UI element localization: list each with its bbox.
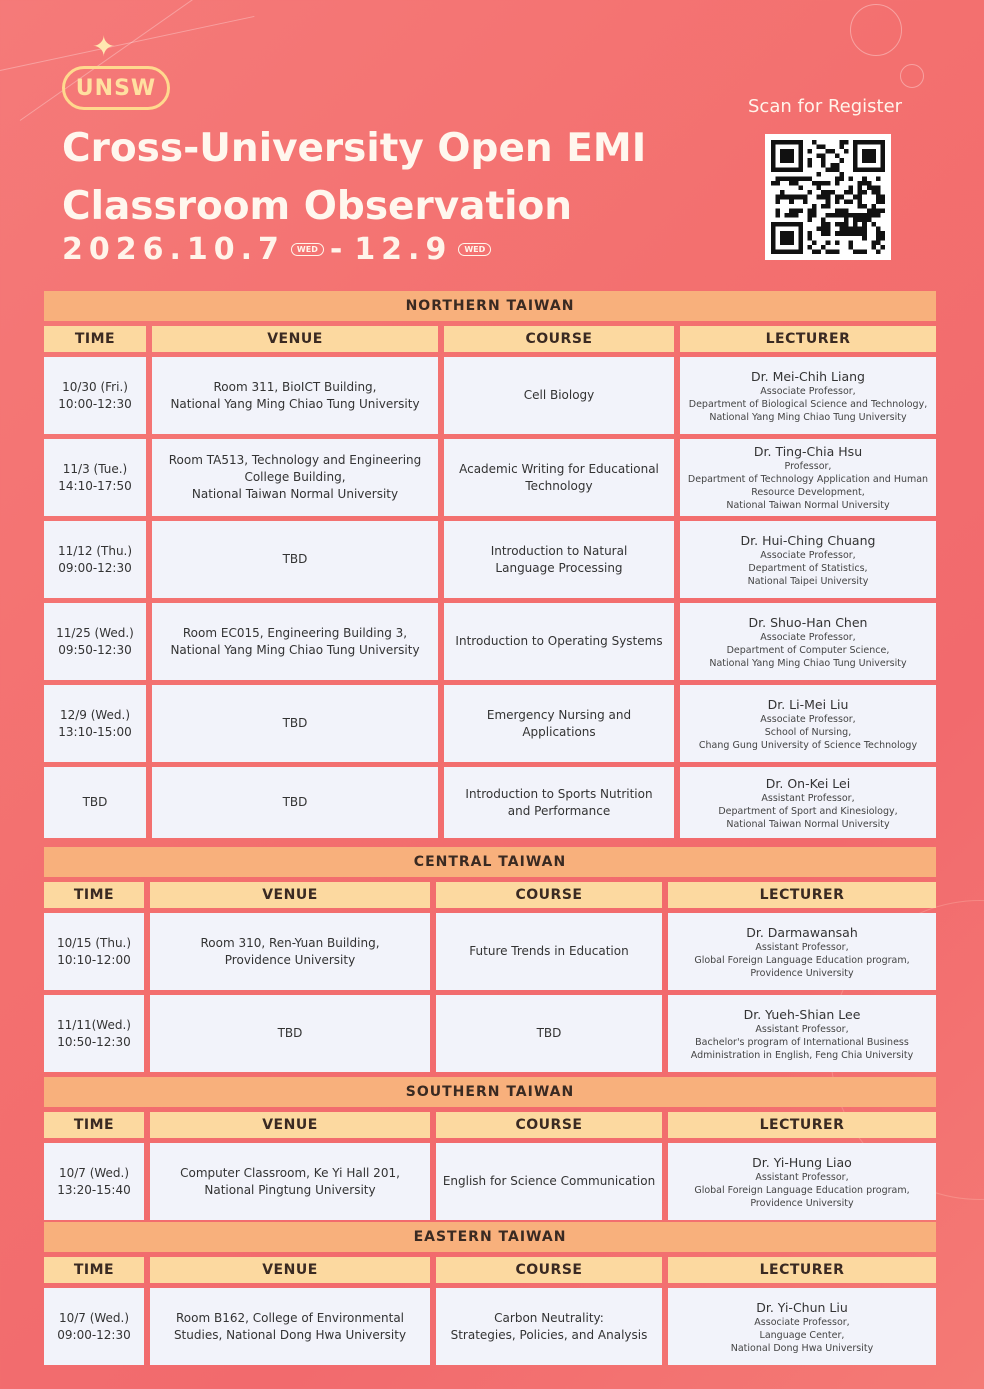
time-range: 13:20-15:40 [57,1182,131,1197]
lecturer-cell [680,685,936,762]
section-title: CENTRAL TAIWAN [44,847,936,877]
time-date: 10/7 (Wed.) [58,1310,130,1325]
time-cell [44,913,144,990]
lecturer-title: Associate Professor, Department of Statistics, National Taipei University [747,549,869,587]
course-cell: Introduction to Natural Language Processing [444,521,674,598]
table-row [44,995,936,1072]
course-cell: Introduction to Operating Systems [444,603,674,680]
time-range: 10:10-12:00 [57,952,131,967]
lecturer-name: Dr. Li-Mei Liu [767,696,849,712]
column-header-course: COURSE [436,1112,662,1138]
date-end: 12.9 [354,232,453,267]
time-date: 11/3 (Tue.) [62,461,128,476]
course-cell: Academic Writing for Educational Technology [444,439,674,516]
lecturer-title: Assistant Professor, Global Foreign Language Education program, Providence University [694,941,910,979]
lecturer-name: Dr. Yi-Chun Liu [756,1299,848,1315]
table-row [44,685,936,762]
course-cell: Future Trends in Education [436,913,662,990]
time-range: 10:50-12:30 [57,1034,131,1049]
time-date: 11/25 (Wed.) [56,625,134,640]
venue-cell: TBD [152,685,438,762]
section-eastern-taiwan [44,1222,936,1365]
time-range: 10:00-12:30 [58,396,132,411]
time-date: 10/30 (Fri.) [62,379,128,394]
column-header-course: COURSE [436,1257,662,1283]
lecturer-title: Assistant Professor, Global Foreign Language Education program, Providence University [694,1171,910,1209]
time-date: TBD [82,795,108,809]
section-central-taiwan [44,847,936,1072]
time-date: 10/15 (Thu.) [56,935,132,950]
scan-label: Scan for Register [748,96,903,117]
time-range: 14:10-17:50 [58,478,132,493]
venue-cell: Room 310, Ren-Yuan Building, Providence University [150,913,430,990]
table-row [44,1143,936,1220]
section-title: EASTERN TAIWAN [44,1222,936,1252]
lecturer-name: Dr. Shuo-Han Chen [748,614,868,630]
course-cell: Cell Biology [444,357,674,434]
time-date: 11/12 (Thu.) [57,543,133,558]
day-badge-start: WED [291,243,324,256]
lecturer-cell [680,767,936,838]
time-range: 09:00-12:30 [58,560,132,575]
venue-cell: Room TA513, Technology and Engineering College Building, National Taiwan Normal University [152,439,438,516]
column-header-venue: VENUE [150,1112,430,1138]
time-cell [44,685,146,762]
section-title: NORTHERN TAIWAN [44,291,936,321]
table-row [44,1288,936,1365]
lecturer-cell [668,1143,936,1220]
lecturer-cell [668,995,936,1072]
lecturer-name: Dr. Hui-Ching Chuang [740,532,876,548]
page-title [62,120,702,236]
course-cell: Introduction to Sports Nutrition and Performance [444,767,674,838]
time-range: 09:50-12:30 [58,642,132,657]
course-cell: Emergency Nursing and Applications [444,685,674,762]
lecturer-cell [668,913,936,990]
venue-cell: Computer Classroom, Ke Yi Hall 201, National Pingtung University [150,1143,430,1220]
column-header-venue: VENUE [152,326,438,352]
course-cell: English for Science Communication [436,1143,662,1220]
course-cell: TBD [436,995,662,1072]
time-range: 13:10-15:00 [58,724,132,739]
table-row [44,767,936,838]
time-date: 12/9 (Wed.) [59,707,131,722]
lecturer-title: Professor, Department of Technology Application and Human Resource Development, National Taiwan Normal University [687,461,929,511]
date-range [62,232,497,267]
venue-cell: TBD [150,995,430,1072]
venue-cell: Room 311, BioICT Building, National Yang Ming Chiao Tung University [152,357,438,434]
column-header-lecturer: LECTURER [668,882,936,908]
title-line-2: Classroom Observation [62,184,573,229]
venue-cell: TBD [152,767,438,838]
venue-cell: Room EC015, Engineering Building 3, National Yang Ming Chiao Tung University [152,603,438,680]
lecturer-title: Associate Professor, Department of Biological Science and Technology, National Yang Ming Chiao Tung University [688,385,928,423]
time-cell [44,767,146,838]
title-line-1: Cross-University Open EMI [62,126,647,171]
table-row [44,913,936,990]
lecturer-title: Associate Professor, School of Nursing, Chang Gung University of Science Technology [698,713,918,751]
table-header-row [44,1257,936,1283]
lecturer-name: Dr. Yi-Hung Liao [752,1154,852,1170]
column-header-lecturer: LECTURER [668,1112,936,1138]
section-southern-taiwan [44,1077,936,1220]
course-cell: Carbon Neutrality: Strategies, Policies, and Analysis [436,1288,662,1365]
lecturer-name: Dr. Yueh-Shian Lee [743,1006,861,1022]
table-header-row [44,1112,936,1138]
lecturer-title: Assistant Professor, Bachelor's program of International Business Administration in English, Feng Chia University [690,1023,914,1061]
time-cell [44,357,146,434]
day-badge-end: WED [458,243,491,256]
venue-cell: TBD [152,521,438,598]
date-separator: - [329,232,349,267]
lecturer-name: Dr. Mei-Chih Liang [751,368,865,384]
decor-circle [900,64,924,88]
date-start: 2026.10.7 [62,232,285,267]
time-cell [44,1143,144,1220]
column-header-time: TIME [44,1112,144,1138]
time-cell [44,521,146,598]
time-cell [44,603,146,680]
column-header-course: COURSE [444,326,674,352]
column-header-course: COURSE [436,882,662,908]
time-range: 09:00-12:30 [57,1327,131,1342]
table-row [44,521,936,598]
lecturer-cell [680,357,936,434]
time-date: 10/7 (Wed.) [58,1165,130,1180]
section-northern-taiwan [44,291,936,838]
lecturer-name: Dr. Darmawansah [746,924,858,940]
lecturer-cell [680,521,936,598]
time-cell [44,1288,144,1365]
column-header-venue: VENUE [150,882,430,908]
table-header-row [44,882,936,908]
column-header-venue: VENUE [150,1257,430,1283]
lecturer-title: Assistant Professor, Department of Sport and Kinesiology, National Taiwan Normal University [718,792,898,830]
unsw-logo: UNSW [62,66,170,110]
time-date: 11/11(Wed.) [57,1017,131,1032]
section-title: SOUTHERN TAIWAN [44,1077,936,1107]
column-header-time: TIME [44,882,144,908]
venue-cell: Room B162, College of Environmental Studies, National Dong Hwa University [150,1288,430,1365]
column-header-lecturer: LECTURER [668,1257,936,1283]
lecturer-cell [668,1288,936,1365]
lecturer-name: Dr. On-Kei Lei [765,775,851,791]
table-row [44,603,936,680]
register-qr-code[interactable] [765,134,891,260]
time-cell [44,439,146,516]
column-header-lecturer: LECTURER [680,326,936,352]
time-cell [44,995,144,1072]
table-row [44,357,936,434]
column-header-time: TIME [44,326,146,352]
sparkle-icon: ✦ [92,30,116,63]
decor-circle [850,4,902,56]
lecturer-title: Associate Professor, Language Center, National Dong Hwa University [730,1316,874,1354]
table-row [44,439,936,516]
lecturer-cell [680,439,936,516]
lecturer-title: Associate Professor, Department of Computer Science, National Yang Ming Chiao Tung University [709,631,907,669]
lecturer-cell [680,603,936,680]
lecturer-name: Dr. Ting-Chia Hsu [753,444,863,459]
table-header-row [44,326,936,352]
column-header-time: TIME [44,1257,144,1283]
